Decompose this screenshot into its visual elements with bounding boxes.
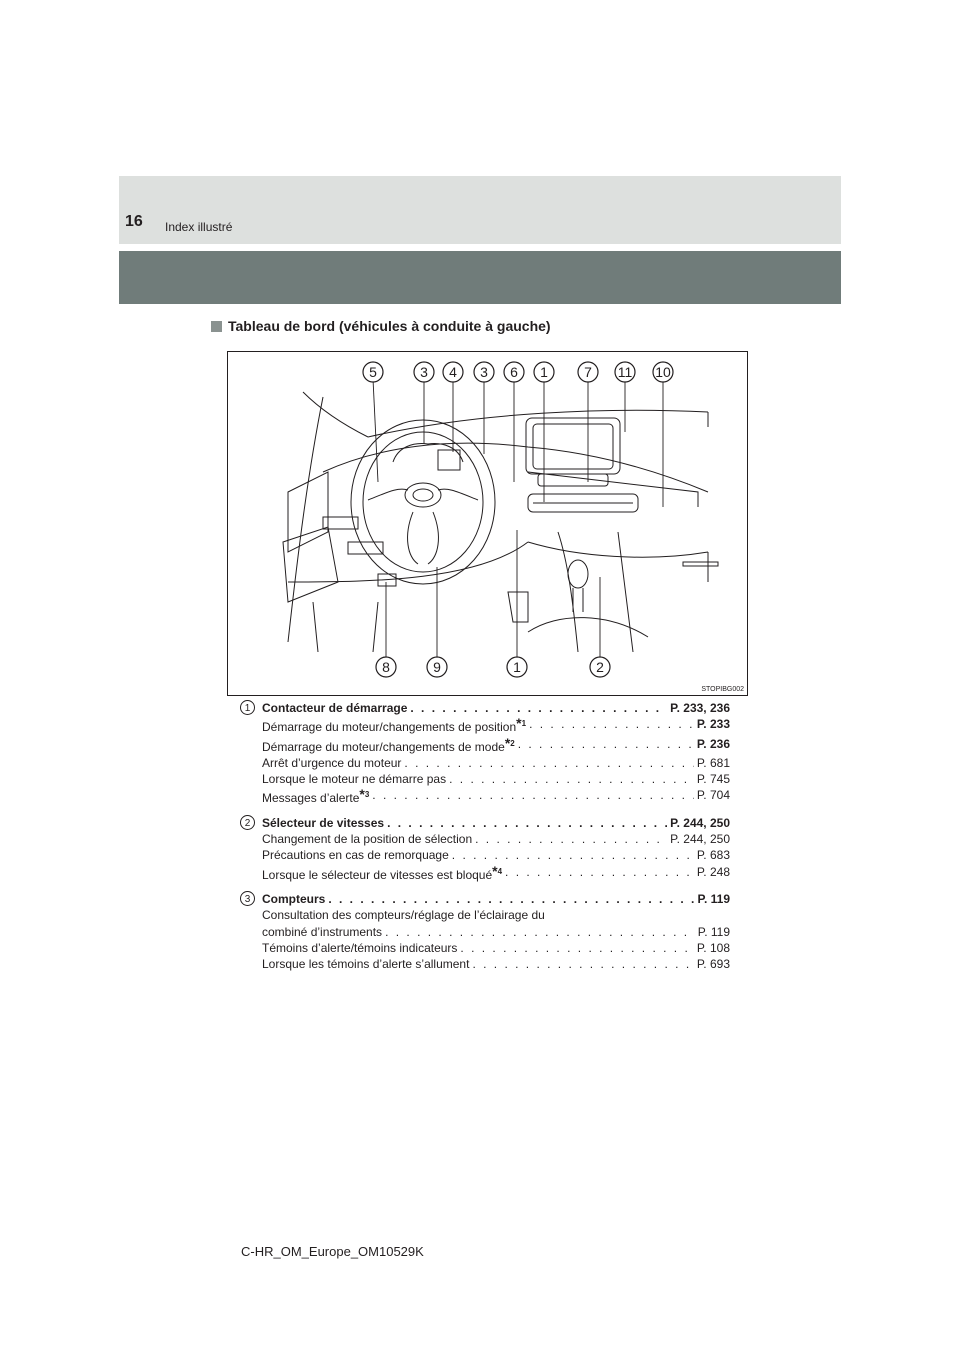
page-reference[interactable]: P. 119 — [697, 891, 730, 906]
entry-line-label: Arrêt d’urgence du moteur — [262, 755, 402, 770]
entry-line-label: Sélecteur de vitesses — [262, 815, 385, 830]
leader-dots — [472, 956, 693, 972]
callout-2 — [590, 657, 610, 677]
svg-text:2: 2 — [596, 659, 604, 675]
leader-dots — [449, 771, 694, 787]
entry-line-label: Lorsque le sélecteur de vitesses est bloqué — [262, 867, 493, 882]
callout-5 — [363, 362, 383, 382]
callout-6 — [504, 362, 524, 382]
entry-line-label: Démarrage du moteur/changements de mode — [262, 739, 505, 754]
dashboard-drawing — [228, 352, 747, 695]
entry-line-label: Messages d’alerte — [262, 791, 360, 806]
page-reference[interactable]: P. 236 — [696, 736, 730, 751]
index-entry — [240, 891, 730, 972]
callout-9 — [427, 657, 447, 677]
svg-text:8: 8 — [382, 659, 390, 675]
entry-line — [262, 864, 730, 883]
entry-line-label: Consultation des compteurs/réglage de l’éclairage du — [262, 908, 545, 923]
entry-line-text — [262, 700, 407, 716]
leader-dots — [529, 716, 694, 735]
entry-line-label: Contacteur de démarrage — [262, 701, 408, 715]
page-reference[interactable]: P. 233, 236 — [670, 701, 730, 715]
entry-line-label: Lorsque les témoins d’alerte s’allument — [262, 957, 470, 972]
entry-line — [262, 716, 730, 735]
page-reference[interactable]: P. 233 — [696, 717, 730, 732]
callout-3a — [414, 362, 434, 382]
entry-line — [262, 755, 730, 771]
entry-line — [262, 907, 730, 923]
leader-dots — [475, 831, 667, 847]
figure-code: STOPIBG002 — [701, 686, 744, 693]
svg-text:1: 1 — [540, 364, 548, 380]
dashboard-illustration — [227, 351, 748, 696]
entry-line-text — [262, 755, 401, 771]
callout-10 — [653, 362, 673, 382]
leader-dots — [505, 864, 694, 883]
entry-line — [262, 771, 730, 787]
svg-text:6: 6 — [510, 364, 518, 380]
entry-line — [262, 940, 730, 956]
entry-heading-line — [262, 815, 730, 831]
callout-1b — [507, 657, 527, 677]
page-reference[interactable]: P. 244, 250 — [670, 815, 730, 830]
footnote-marker: 4 — [497, 866, 503, 876]
footnote-marker: 3 — [364, 790, 370, 800]
footnote-marker: 2 — [510, 738, 515, 748]
svg-text:3: 3 — [420, 364, 428, 380]
entry-line-text — [262, 940, 457, 956]
entry-line-text — [262, 815, 384, 831]
entry-line-text — [262, 864, 502, 883]
entry-line — [262, 736, 730, 755]
footnote-marker: 1 — [521, 719, 527, 729]
entry-line-label: Changement de la position de sélection — [262, 832, 473, 847]
entry-number-badge: 2 — [240, 815, 255, 830]
callout-11 — [615, 362, 635, 382]
index-entry — [240, 700, 730, 807]
entry-line — [262, 924, 730, 940]
page-reference[interactable]: P. 108 — [696, 940, 730, 955]
svg-text:10: 10 — [655, 364, 671, 380]
page-number: 16 — [125, 213, 143, 230]
entry-line-label: Témoins d’alerte/témoins indicateurs — [262, 940, 458, 955]
leader-dots — [410, 700, 667, 716]
entry-line-text — [262, 924, 382, 940]
callouts-bottom — [376, 657, 610, 677]
leader-dots — [460, 940, 693, 956]
section-heading — [211, 318, 551, 334]
svg-text:5: 5 — [369, 364, 377, 380]
entry-line — [262, 831, 730, 847]
callout-3b — [474, 362, 494, 382]
svg-text:4: 4 — [449, 364, 457, 380]
svg-text:7: 7 — [584, 364, 592, 380]
svg-text:11: 11 — [617, 364, 633, 380]
heading-square-icon — [211, 321, 222, 332]
footnote-star-icon: * — [492, 862, 498, 879]
entry-line-label: Compteurs — [262, 891, 326, 906]
page-reference[interactable]: P. 681 — [696, 755, 730, 770]
callout-8 — [376, 657, 396, 677]
page-reference[interactable]: P. 244, 250 — [670, 832, 730, 847]
page-reference[interactable]: P. 683 — [696, 848, 730, 863]
footnote-star-icon: * — [359, 786, 365, 803]
entry-line-text — [262, 956, 469, 972]
callout-4 — [443, 362, 463, 382]
entry-line-label: combiné d’instruments — [262, 924, 383, 939]
entry-line-text — [262, 891, 325, 907]
page-reference[interactable]: P. 693 — [696, 957, 730, 972]
entry-line-text — [262, 771, 446, 787]
header-dark-band — [119, 251, 841, 304]
entry-number-badge: 1 — [240, 700, 255, 715]
svg-text:9: 9 — [433, 659, 441, 675]
index-entries — [240, 700, 730, 980]
entry-line-text — [262, 831, 472, 847]
callout-1a — [534, 362, 554, 382]
leader-dots — [372, 787, 694, 806]
entry-line-text — [262, 847, 449, 863]
entry-line — [262, 956, 730, 972]
leader-dots — [385, 924, 695, 940]
leader-dots — [518, 736, 694, 755]
callout-7 — [578, 362, 598, 382]
page-reference[interactable]: P. 704 — [696, 788, 730, 803]
svg-text:3: 3 — [480, 364, 488, 380]
callouts-top — [363, 362, 673, 382]
page-reference[interactable]: P. 119 — [697, 924, 730, 939]
page-reference[interactable]: P. 745 — [696, 772, 730, 787]
entry-line-text — [262, 736, 515, 755]
section-heading-text: Tableau de bord (véhicules à conduite à gauche) — [228, 318, 551, 334]
entry-line-label: Lorsque le moteur ne démarre pas — [262, 772, 447, 787]
entry-number-badge: 3 — [240, 891, 255, 906]
entry-line-label: Démarrage du moteur/changements de position — [262, 720, 517, 735]
entry-line-text — [262, 787, 369, 806]
entry-line-text — [262, 907, 545, 923]
entry-line-text — [262, 716, 526, 735]
page-section-title: Index illustré — [165, 220, 233, 234]
leader-dots — [328, 891, 694, 907]
entry-line-label: Précautions en cas de remorquage — [262, 848, 449, 863]
page-reference[interactable]: P. 248 — [696, 864, 730, 879]
svg-text:1: 1 — [513, 659, 521, 675]
entry-line — [262, 847, 730, 863]
entry-line — [262, 787, 730, 806]
index-entry — [240, 815, 730, 883]
page-footer: C-HR_OM_Europe_OM10529K — [241, 1244, 424, 1259]
leader-dots — [452, 847, 694, 863]
leader-dots — [404, 755, 693, 771]
entry-heading-line — [262, 700, 730, 716]
footnote-star-icon: * — [504, 734, 511, 751]
footnote-star-icon: * — [516, 715, 522, 732]
leader-dots — [387, 815, 667, 831]
entry-heading-line — [262, 891, 730, 907]
